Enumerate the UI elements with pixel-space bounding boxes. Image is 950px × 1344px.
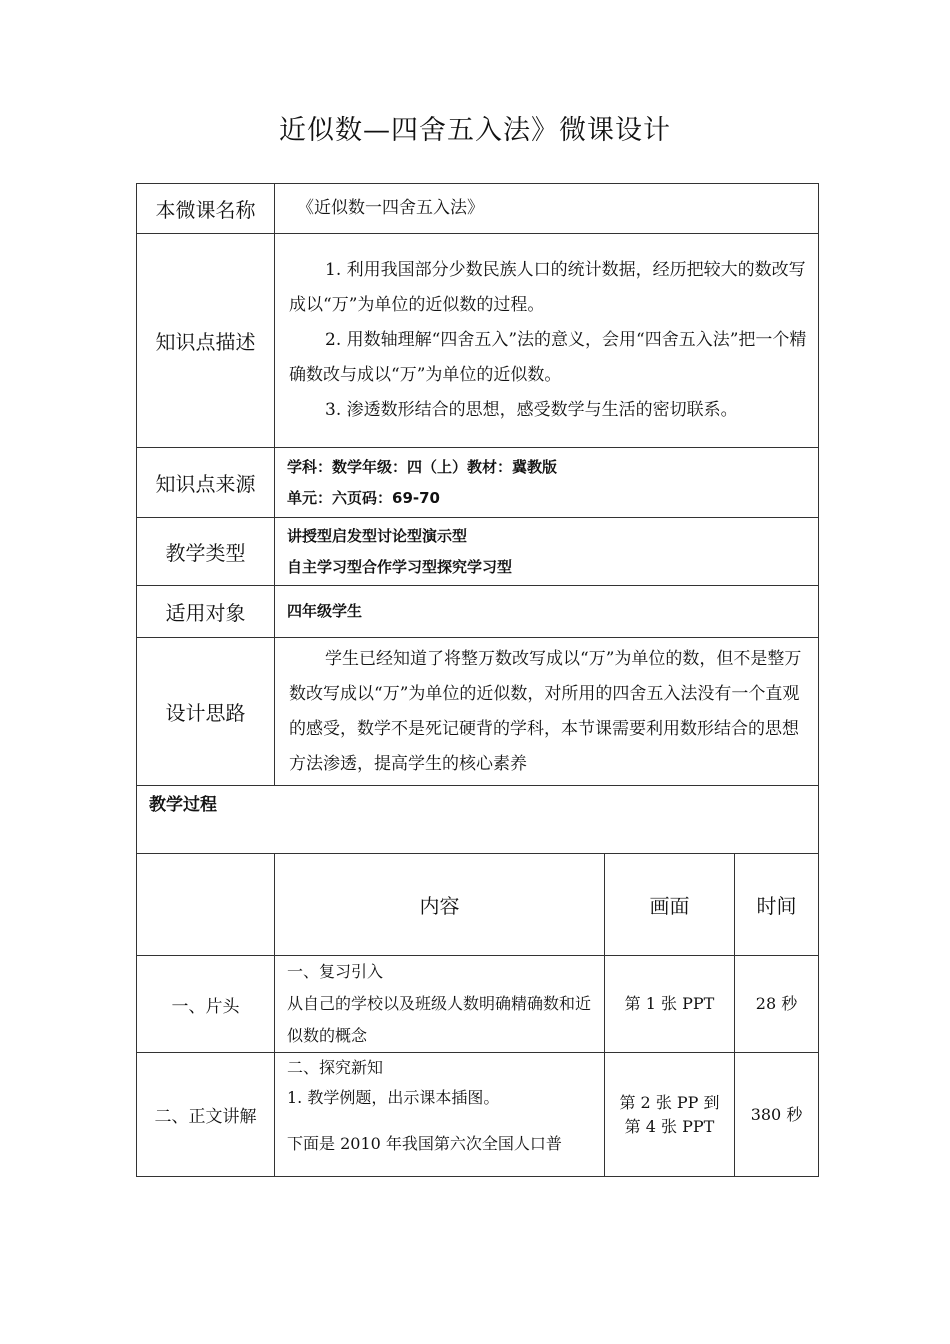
row-segment-opening: [137, 956, 819, 1053]
course-name-value: 《近似数一四舍五入法》: [275, 184, 819, 234]
segment-opening-content: [275, 956, 605, 1053]
knowledge-item-3: 3. 渗透数形结合的思想，感受数学与生活的密切联系。: [325, 400, 738, 420]
segment-main-screen-line-2: 第 4 张 PPT: [624, 1116, 715, 1136]
teaching-type-cell: [275, 518, 819, 586]
segment-main-content: [275, 1053, 605, 1177]
audience-value: 四年级学生: [275, 586, 819, 638]
segment-main-name: 二、正文讲解: [137, 1053, 275, 1177]
segment-main-line-1: 二、探究新知: [287, 1058, 384, 1077]
segment-opening-name: 一、片头: [137, 956, 275, 1053]
process-header-blank: [137, 854, 275, 956]
knowledge-source-cell: [275, 448, 819, 518]
segment-opening-line-1: 一、复习引入: [287, 962, 384, 981]
knowledge-source-label: 知识点来源: [137, 448, 275, 518]
knowledge-description-cell: [275, 234, 819, 448]
header-screen: 画面: [605, 854, 735, 956]
row-audience: [137, 586, 819, 638]
segment-main-line-3: 下面是 2010 年我国第六次全国人口普: [287, 1134, 562, 1153]
segment-main-screen: [605, 1053, 735, 1177]
knowledge-description-label: 知识点描述: [137, 234, 275, 448]
row-process-title: [137, 786, 819, 854]
knowledge-item-2: 2. 用数轴理解“四舍五入”法的意义，会用“四舍五入法”把一个精确数改与成以“万”为单位的近似数。: [289, 330, 807, 385]
row-process-header: [137, 854, 819, 956]
segment-opening-time: 28 秒: [735, 956, 819, 1053]
segment-main-line-2: 1. 教学例题，出示课本插图。: [287, 1088, 500, 1107]
process-title: 教学过程: [137, 786, 819, 854]
header-content: 内容: [275, 854, 605, 956]
segment-opening-screen: 第 1 张 PPT: [605, 956, 735, 1053]
teaching-type-label: 教学类型: [137, 518, 275, 586]
row-knowledge-source: [137, 448, 819, 518]
source-line-2: 单元：六页码：69-70: [287, 488, 440, 507]
knowledge-item-1: 1. 利用我国部分少数民族人口的统计数据，经历把较大的数改写成以“万”为单位的近似数的过程。: [289, 260, 806, 315]
source-line-1: 学科：数学年级：四（上）教材：冀教版: [287, 457, 558, 476]
row-knowledge-description: [137, 234, 819, 448]
row-design-idea: [137, 638, 819, 786]
design-idea-label: 设计思路: [137, 638, 275, 786]
type-line-1: 讲授型启发型讨论型演示型: [287, 526, 468, 545]
document-title: 近似数—四舍五入法》微课设计: [279, 115, 671, 146]
segment-main-screen-line-1: 第 2 张 PP 到: [619, 1092, 720, 1112]
design-idea-value: 学生已经知道了将整万数改写成以“万”为单位的数，但不是整万数改写成以“万”为单位的近似数，对所用的四舍五入法没有一个直观的感受，数学不是死记硬背的学科，本节课需要利用数形结合的思想方法渗透，提高学生的核心素养: [275, 638, 819, 786]
course-name-label: 本微课名称: [137, 184, 275, 234]
header-time: 时间: [735, 854, 819, 956]
audience-label: 适用对象: [137, 586, 275, 638]
lesson-design-table: [136, 183, 819, 1177]
row-segment-main: [137, 1053, 819, 1177]
segment-main-time: 380 秒: [735, 1053, 819, 1177]
segment-opening-line-2: 从自己的学校以及班级人数明确精确数和近似数的概念: [287, 994, 592, 1045]
row-teaching-type: [137, 518, 819, 586]
type-line-2: 自主学习型合作学习型探究学习型: [287, 557, 513, 576]
row-course-name: [137, 184, 819, 234]
